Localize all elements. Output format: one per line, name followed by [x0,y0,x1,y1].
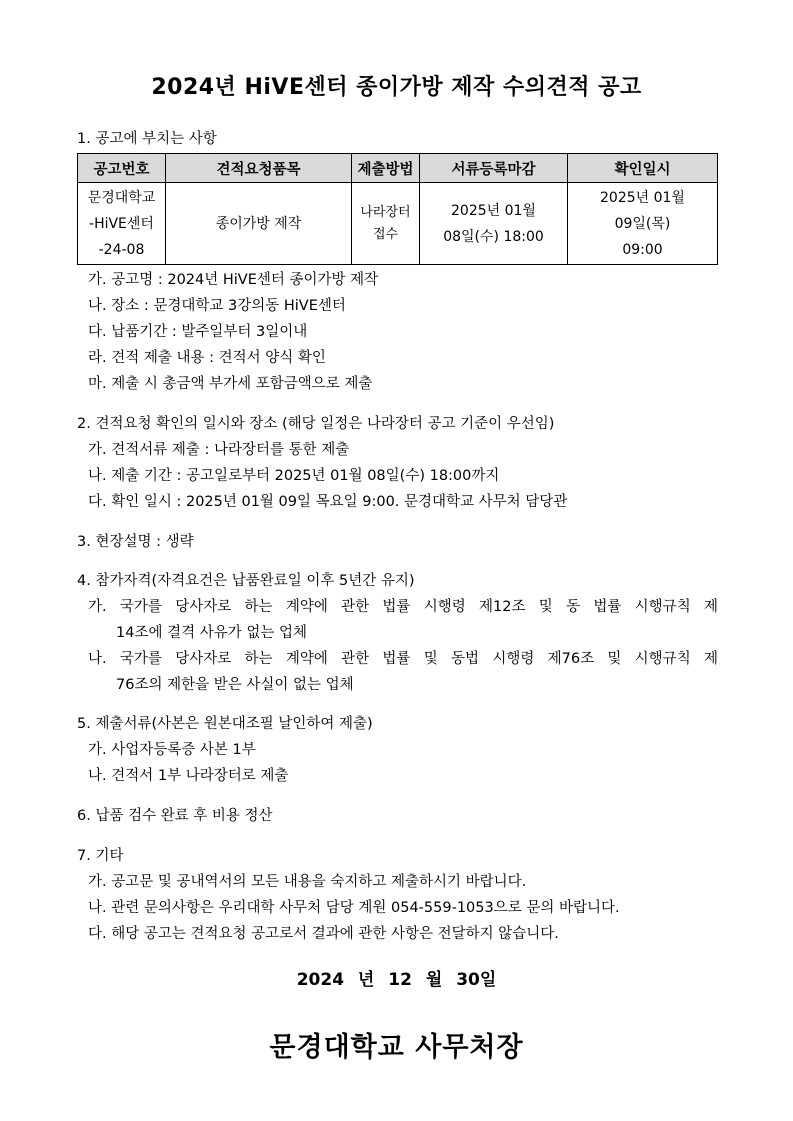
deadline-cell [420,183,568,265]
cell-line: -HiVE센터 [89,215,154,232]
section-4-heading: 4. 참가자격(자격요건은 납품완료일 이후 5년간 유지) [77,573,415,589]
list-item: 나. 국가를 당사자로 하는 계약에 관한 법률 및 동법 시행령 제76조 및 시행규칙 제 [88,651,718,667]
list-item-continuation: 14조에 결격 사유가 없는 업체 [116,625,307,641]
confirm-cell [568,183,718,265]
list-item: 마. 제출 시 총금액 부가세 포함금액으로 제출 [88,376,373,392]
list-item: 나. 관련 문의사항은 우리대학 사무처 담당 계원 054-559-1053으로 문의 바랍니다. [88,900,620,916]
list-item: 가. 사업자등록증 사본 1부 [88,742,256,758]
list-item: 라. 견적 제출 내용 : 견적서 양식 확인 [88,350,326,366]
cell-line: 2025년 01월 [451,202,536,219]
cell-line: 2025년 01월 [600,189,685,206]
section-1-heading: 1. 공고에 부치는 사항 [77,131,217,147]
notice-number-cell [78,183,166,265]
item-cell: 종이가방 제작 [166,183,352,265]
list-item: 나. 견적서 1부 나라장터로 제출 [88,768,289,784]
cell-line: 09일(목) [614,215,671,232]
signature-line: 문경대학교 사무처장 [269,1032,524,1063]
section-5-heading: 5. 제출서류(사본은 원본대조필 날인하여 제출) [77,716,373,732]
list-item: 다. 해당 공고는 견적요청 공고로서 결과에 관한 사항은 전달하지 않습니다. [88,926,559,942]
table-row [78,183,718,265]
cell-line: 나라장터 [360,204,411,220]
list-item: 다. 납품기간 : 발주일부터 3일이내 [88,324,308,340]
table-header-cell: 확인일시 [568,154,718,183]
document-title: 2024년 HiVE센터 종이가방 제작 수의견적 공고 [151,75,642,100]
notice-table [77,153,718,265]
cell-line: 09:00 [622,241,663,258]
section-6-heading: 6. 납품 검수 완료 후 비용 정산 [77,808,273,824]
section-7-heading: 7. 기타 [77,848,124,864]
list-item: 다. 확인 일시 : 2025년 01월 09일 목요일 9:00. 문경대학교 사무처 담당관 [88,494,568,510]
section-3-heading: 3. 현장설명 : 생략 [77,534,194,550]
table-header-cell: 견적요청품목 [166,154,352,183]
cell-line: 접수 [372,226,399,242]
list-item: 가. 국가를 당사자로 하는 계약에 관한 법률 시행령 제12조 및 동 법률 시행규칙 제 [88,599,718,615]
list-item: 가. 견적서류 제출 : 나라장터를 통한 제출 [88,442,350,458]
cell-line: -24-08 [98,241,145,258]
list-item: 나. 제출 기간 : 공고일로부터 2025년 01월 08일(수) 18:00까지 [88,468,500,484]
section-2-heading: 2. 견적요청 확인의 일시와 장소 (해당 일정은 나라장터 공고 기준이 우선임) [77,416,555,432]
table-header-row [78,154,718,183]
method-cell [352,183,420,265]
cell-line: 08일(수) 18:00 [443,228,544,245]
table-header-cell: 공고번호 [78,154,166,183]
table-header-cell: 서류등록마감 [420,154,568,183]
table-header-cell: 제출방법 [352,154,420,183]
list-item: 가. 공고문 및 공내역서의 모든 내용을 숙지하고 제출하시기 바랍니다. [88,874,527,890]
list-item: 나. 장소 : 문경대학교 3강의동 HiVE센터 [88,298,346,314]
cell-line: 문경대학교 [87,189,156,206]
list-item-continuation: 76조의 제한을 받은 사실이 없는 업체 [116,677,354,693]
issue-date: 2024 년 12 월 30일 [296,970,497,990]
list-item: 가. 공고명 : 2024년 HiVE센터 종이가방 제작 [88,272,379,288]
